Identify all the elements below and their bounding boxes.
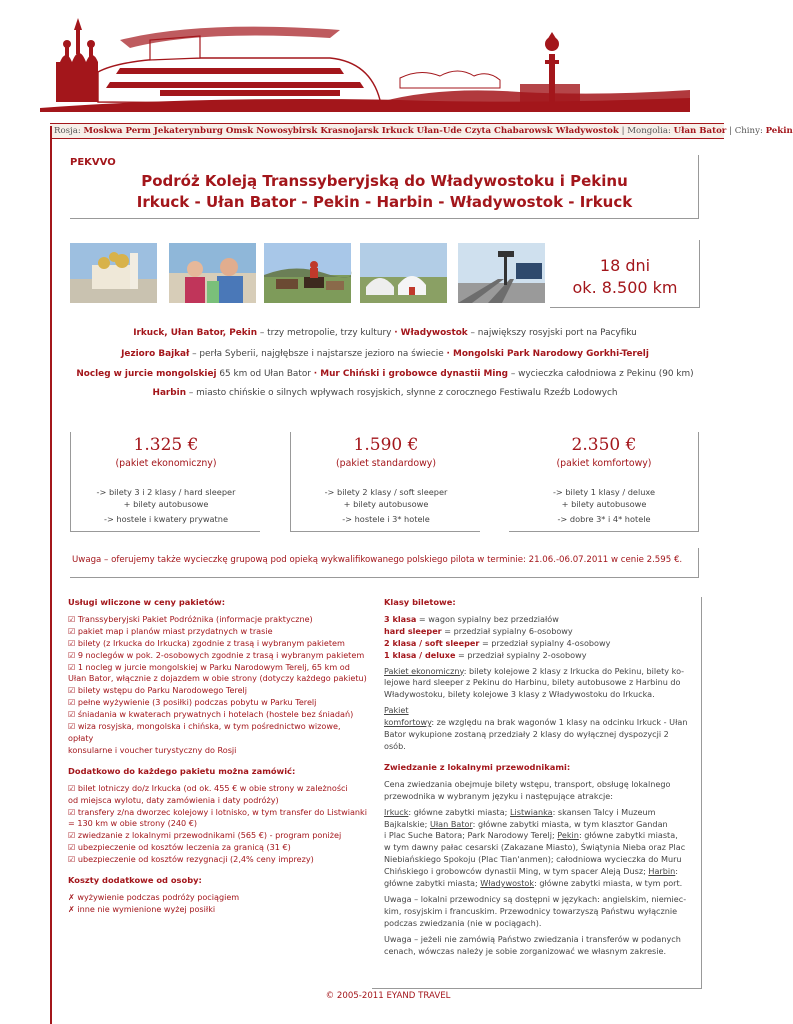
note-text: lejowe hard sleeper z Pekinu do Harbinu, bilety autobusowe z Harbinu do bbox=[384, 677, 681, 688]
highlight-text: 65 km od Ułan Bator bbox=[216, 369, 314, 379]
photo-travellers bbox=[169, 243, 256, 303]
note-text: Uwaga – jeżeli nie zamówią Państwo zwiedzania i transferów w podanych bbox=[384, 933, 681, 944]
guides-note bbox=[384, 894, 691, 930]
photo-yurts bbox=[360, 243, 447, 303]
economy-label: Pakiet ekonomiczny bbox=[384, 665, 464, 676]
class-key: hard sleeper bbox=[384, 625, 442, 636]
note-text: : bilety kolejowe 2 klasy z Irkucka do Pekinu, bilety ko- bbox=[463, 665, 685, 676]
attraction-line bbox=[384, 830, 691, 842]
package-standard bbox=[290, 432, 480, 532]
guides-intro: przewodnika w wybranym języku i następujące atrakcje: bbox=[384, 790, 613, 801]
extras-item: ☑ transfery z/na dworzec kolejowy i lotnisko, w tym transfer do Listwianki bbox=[68, 806, 367, 817]
info-column bbox=[372, 597, 702, 989]
package-price: 2.350 € bbox=[571, 435, 637, 455]
package-item: + bilety autobusowe bbox=[343, 498, 429, 509]
left-rule bbox=[50, 126, 52, 1024]
highlight-line bbox=[70, 388, 700, 398]
place-name: Harbin bbox=[648, 866, 676, 877]
package-item: + bilety autobusowe bbox=[123, 498, 209, 509]
comfort-label: komfortowy bbox=[384, 717, 432, 728]
place-name: Władywostok bbox=[480, 878, 535, 889]
extras-heading: Dodatkowo do każdego pakietu można zamówić: bbox=[68, 765, 296, 776]
costs-item: ✗ wyżywienie podczas podróży pociągiem bbox=[68, 891, 240, 902]
package-name: (pakiet komfortowy) bbox=[556, 458, 652, 469]
package-item: -> hostele i kwatery prywatne bbox=[104, 514, 228, 524]
included-item: ☑ bilety wstępu do Parku Narodowego Terelj bbox=[68, 685, 248, 696]
included-item: ☑ wiza rosyjska, mongolska i chińska, w tym pośrednictwo wizowe, opłaty bbox=[68, 721, 341, 743]
route-china-label: | Chiny: bbox=[729, 126, 763, 136]
guides-intro: Cena zwiedzania obejmuje bilety wstępu, transport, obsługę lokalnego bbox=[384, 778, 671, 789]
classes-heading: Klasy biletowe: bbox=[384, 597, 456, 607]
highlight-bold: Harbin bbox=[152, 388, 187, 398]
class-row bbox=[384, 650, 691, 662]
trip-distance: ok. 8.500 km bbox=[572, 278, 678, 297]
offer-code: PEKVVO bbox=[70, 157, 116, 168]
attraction-line bbox=[384, 842, 691, 854]
included-item: ☑ pakiet map i planów miast przydatnych w trasie bbox=[68, 625, 273, 636]
included-item: ☑ śniadania w kwaterach prywatnych i hotelach (hostele bez śniadań) bbox=[68, 709, 354, 720]
class-key: 1 klasa / deluxe bbox=[384, 649, 456, 660]
place-name: Pekin bbox=[557, 830, 579, 841]
package-items bbox=[71, 487, 261, 526]
classes-section bbox=[384, 597, 691, 753]
duration-box bbox=[550, 240, 700, 308]
package-comfort bbox=[509, 432, 699, 532]
included-item: ☑ pełne wyżywienie (3 posiłki) podczas pobytu w Parku Terelj bbox=[68, 697, 317, 708]
package-price: 1.590 € bbox=[353, 435, 419, 455]
attraction-text: : skansen Talcy i Muzeum bbox=[552, 806, 656, 817]
highlight-text: – największy rosyjski port na Pacyfiku bbox=[467, 328, 637, 338]
package-item: + bilety autobusowe bbox=[561, 498, 647, 509]
package-economy bbox=[70, 432, 260, 532]
class-row bbox=[384, 626, 691, 638]
bullet-dot: · bbox=[446, 349, 453, 359]
extras-item: ☑ ubezpieczenie od kosztów leczenia za granicą (31 €) bbox=[68, 842, 291, 853]
package-items bbox=[291, 487, 481, 526]
attraction-text: Niebiańskiego Spokoju (Plac Tian'anmen); całodniowa wycieczka do Muru bbox=[384, 854, 682, 865]
extras-item: ☑ zwiedzanie z lokalnymi przewodnikami (565 €) - program poniżej bbox=[68, 830, 342, 841]
costs-section bbox=[68, 875, 368, 916]
route-mongolia-label: | Mongolia: bbox=[621, 126, 671, 136]
attraction-text: : główne zabytki miasta, bbox=[578, 830, 678, 841]
highlight-bold: Nocleg w jurcie mongolskiej bbox=[76, 369, 217, 379]
group-trip-notice: Uwaga – oferujemy także wycieczkę grupową pod opieką wykwalifikowanego polskiego pilota w terminie: 21.06.-06.07.2011 w cenie 2.595 €. bbox=[70, 548, 699, 578]
package-name: (pakiet ekonomiczny) bbox=[115, 458, 217, 469]
highlight-text: – wycieczka całodniowa z Pekinu (90 km) bbox=[508, 369, 694, 379]
services-column bbox=[68, 597, 368, 927]
highlight-line bbox=[70, 349, 700, 359]
extras-section bbox=[68, 766, 368, 866]
extras-item: = 130 km w obie strony (240 €) bbox=[68, 818, 198, 829]
extras-item: ☑ ubezpieczenie od kosztów rezygnacji (2,4% ceny imprezy) bbox=[68, 854, 314, 865]
attraction-line bbox=[384, 878, 691, 890]
package-price: 1.325 € bbox=[133, 435, 199, 455]
extras-item: od miejsca wylotu, daty zamówienia i daty podróży) bbox=[68, 794, 279, 805]
class-row bbox=[384, 614, 691, 626]
attraction-text: i Plac Suche Batora; Park Narodowy Terelj; bbox=[384, 830, 558, 841]
copyright-footer: © 2005-2011 EYAND TRAVEL bbox=[325, 991, 451, 1001]
note-text: podczas zwiedzania (nie w pociągach). bbox=[384, 917, 542, 928]
route-subtitle: Irkuck - Ułan Bator - Pekin - Harbin - Władywostok - Irkuck bbox=[136, 193, 633, 211]
note-text: Uwaga – lokalni przewodnicy są dostępni w językach: angielskim, niemiec- bbox=[384, 893, 687, 904]
highlight-line bbox=[70, 328, 700, 338]
highlight-bold: Irkuck, Ułan Bator, Pekin bbox=[133, 328, 258, 338]
class-value: = przedział sypialny 4-osobowy bbox=[479, 637, 611, 648]
class-value: = przedział sypialny 2-osobowy bbox=[455, 649, 587, 660]
photo-mongolian-horses bbox=[264, 243, 351, 303]
included-item: Ułan Bator, włącznie z dojazdem w obie strony (dotyczy każdego pakietu) bbox=[68, 673, 367, 684]
package-item: -> bilety 1 klasy / deluxe bbox=[552, 487, 656, 497]
photo-kremlin-cathedral bbox=[70, 243, 157, 303]
guides-note bbox=[384, 934, 691, 958]
included-item: ☑ 9 noclegów w pok. 2-osobowych zgodnie z trasą i wybranym pakietem bbox=[68, 649, 365, 660]
train-illustration bbox=[0, 0, 724, 124]
comfort-label: Pakiet bbox=[384, 705, 409, 716]
note-text: kim, rosyjskim i francuskim. Przewodnicy towarzyszą Państwu wyłącznie bbox=[384, 905, 678, 916]
attraction-text: : główne zabytki miasta, w tym klasztor Gandan bbox=[472, 818, 668, 829]
package-name: (pakiet standardowy) bbox=[335, 458, 436, 469]
header-banner bbox=[0, 0, 724, 126]
route-china-cities: Pekin bbox=[765, 126, 793, 136]
highlight-text: – perła Syberii, najgłębsze i najstarsze jezioro na świecie bbox=[189, 349, 447, 359]
highlight-text: – trzy metropolie, trzy kultury bbox=[257, 328, 395, 338]
bullet-dot: · bbox=[313, 369, 321, 379]
page-title: Podróż Koleją Transsyberyjską do Władywostoku i Pekinu bbox=[141, 172, 628, 190]
attraction-text: w tym dawny pałac cesarski (Zakazane Miasto), Świątynia Nieba oraz Plac bbox=[384, 842, 686, 853]
route-bar bbox=[50, 123, 793, 139]
highlight-bold: Władywostok bbox=[400, 328, 468, 338]
included-item: konsularne i voucher turystyczny do Rosji bbox=[68, 744, 237, 755]
attraction-line bbox=[384, 866, 691, 878]
route-russia-label: Rosja: bbox=[54, 126, 81, 136]
bullet-dot: · bbox=[394, 328, 401, 338]
trip-days: 18 dni bbox=[599, 256, 651, 275]
highlight-text: – miasto chińskie o silnych wpływach rosyjskich, słynne z corocznego Festiwalu Rzeźb Lodowych bbox=[186, 388, 618, 398]
route-russia-cities: Moskwa Perm Jekaterynburg Omsk Nowosybirsk Krasnojarsk Irkuck Ułan-Ude Czyta Chabarowsk Władywostok bbox=[83, 126, 619, 136]
package-item: -> bilety 2 klasy / soft sleeper bbox=[324, 487, 448, 497]
package-item: -> hostele i 3* hotele bbox=[342, 514, 430, 524]
included-section bbox=[68, 597, 368, 757]
class-key: 2 klasa / soft sleeper bbox=[384, 637, 480, 648]
attraction-text: : bbox=[675, 866, 678, 877]
note-text: Bator wykupione zostaną przedziały 2 klasy do wyłącznej dyspozycji 2 osób. bbox=[384, 729, 669, 751]
attraction-text: Bajkalskie; bbox=[384, 818, 430, 829]
included-item: ☑ 1 nocleg w jurcie mongolskiej w Parku Narodowym Terelj, 65 km od bbox=[68, 661, 350, 672]
package-items bbox=[509, 487, 699, 526]
highlight-bold: Jezioro Bajkał bbox=[121, 349, 190, 359]
note-text: cenach, wówczas należy je sobie zorganizować we własnym zakresie. bbox=[384, 945, 667, 956]
attraction-text: : główne zabytki miasta; bbox=[408, 806, 510, 817]
attraction-line bbox=[384, 819, 691, 831]
guides-heading: Zwiedzanie z lokalnymi przewodnikami: bbox=[384, 761, 571, 772]
attraction-line bbox=[384, 854, 691, 866]
highlight-line bbox=[70, 369, 700, 379]
attraction-text: Chińskiego i grobowców dynastii Ming, w tym spacer Aleją Dusz; bbox=[384, 866, 649, 877]
attraction-line bbox=[384, 807, 691, 819]
photo-railway-station bbox=[458, 243, 545, 303]
place-name: Irkuck bbox=[384, 806, 409, 817]
costs-item: ✗ inne nie wymienione wyżej posiłki bbox=[68, 903, 216, 914]
note-text: : ze względu na brak wagonów 1 klasy na odcinku Irkuck - Ułan bbox=[431, 717, 688, 728]
comfort-package-note bbox=[384, 705, 691, 753]
class-value: = wagon sypialny bez przedziałów bbox=[416, 613, 559, 624]
package-item: -> dobre 3* i 4* hotele bbox=[557, 514, 651, 524]
route-mongolia-cities: Ułan Bator bbox=[673, 126, 727, 136]
economy-package-note bbox=[384, 666, 691, 702]
package-item: -> bilety 3 i 2 klasy / hard sleeper bbox=[96, 487, 236, 497]
class-key: 3 klasa bbox=[384, 613, 417, 624]
class-value: = przedział sypialny 6-osobowy bbox=[441, 625, 573, 636]
note-text: Władywostoku, bilety kolejowe 3 klasy z Władywostoku do Irkucka. bbox=[384, 689, 655, 700]
highlight-bold: Mur Chiński i grobowce dynastii Ming bbox=[320, 369, 509, 379]
included-heading: Usługi wliczone w ceny pakietów: bbox=[68, 597, 226, 607]
place-name: Listwianka bbox=[509, 806, 553, 817]
title-box bbox=[70, 155, 699, 219]
attraction-text: główne zabytki miasta; bbox=[384, 878, 481, 889]
included-item: ☑ bilety (z Irkucka do Irkucka) zgodnie z trasą i wybranym pakietem bbox=[68, 637, 345, 648]
attraction-text: : główne zabytki miasta, w tym port. bbox=[534, 878, 683, 889]
highlight-bold: Mongolski Park Narodowy Gorkhi-Terelj bbox=[453, 349, 649, 359]
place-name: Ułan Bator bbox=[429, 818, 473, 829]
guides-section bbox=[384, 762, 691, 958]
class-row bbox=[384, 638, 691, 650]
costs-heading: Koszty dodatkowe od osoby: bbox=[68, 875, 202, 886]
extras-item: ☑ bilet lotniczy do/z Irkucka (od ok. 455 € w obie strony w zależności bbox=[68, 782, 348, 793]
guides-attractions bbox=[384, 807, 691, 890]
included-item: ☑ Transsyberyjski Pakiet Podróżnika (informacje praktyczne) bbox=[68, 613, 313, 624]
